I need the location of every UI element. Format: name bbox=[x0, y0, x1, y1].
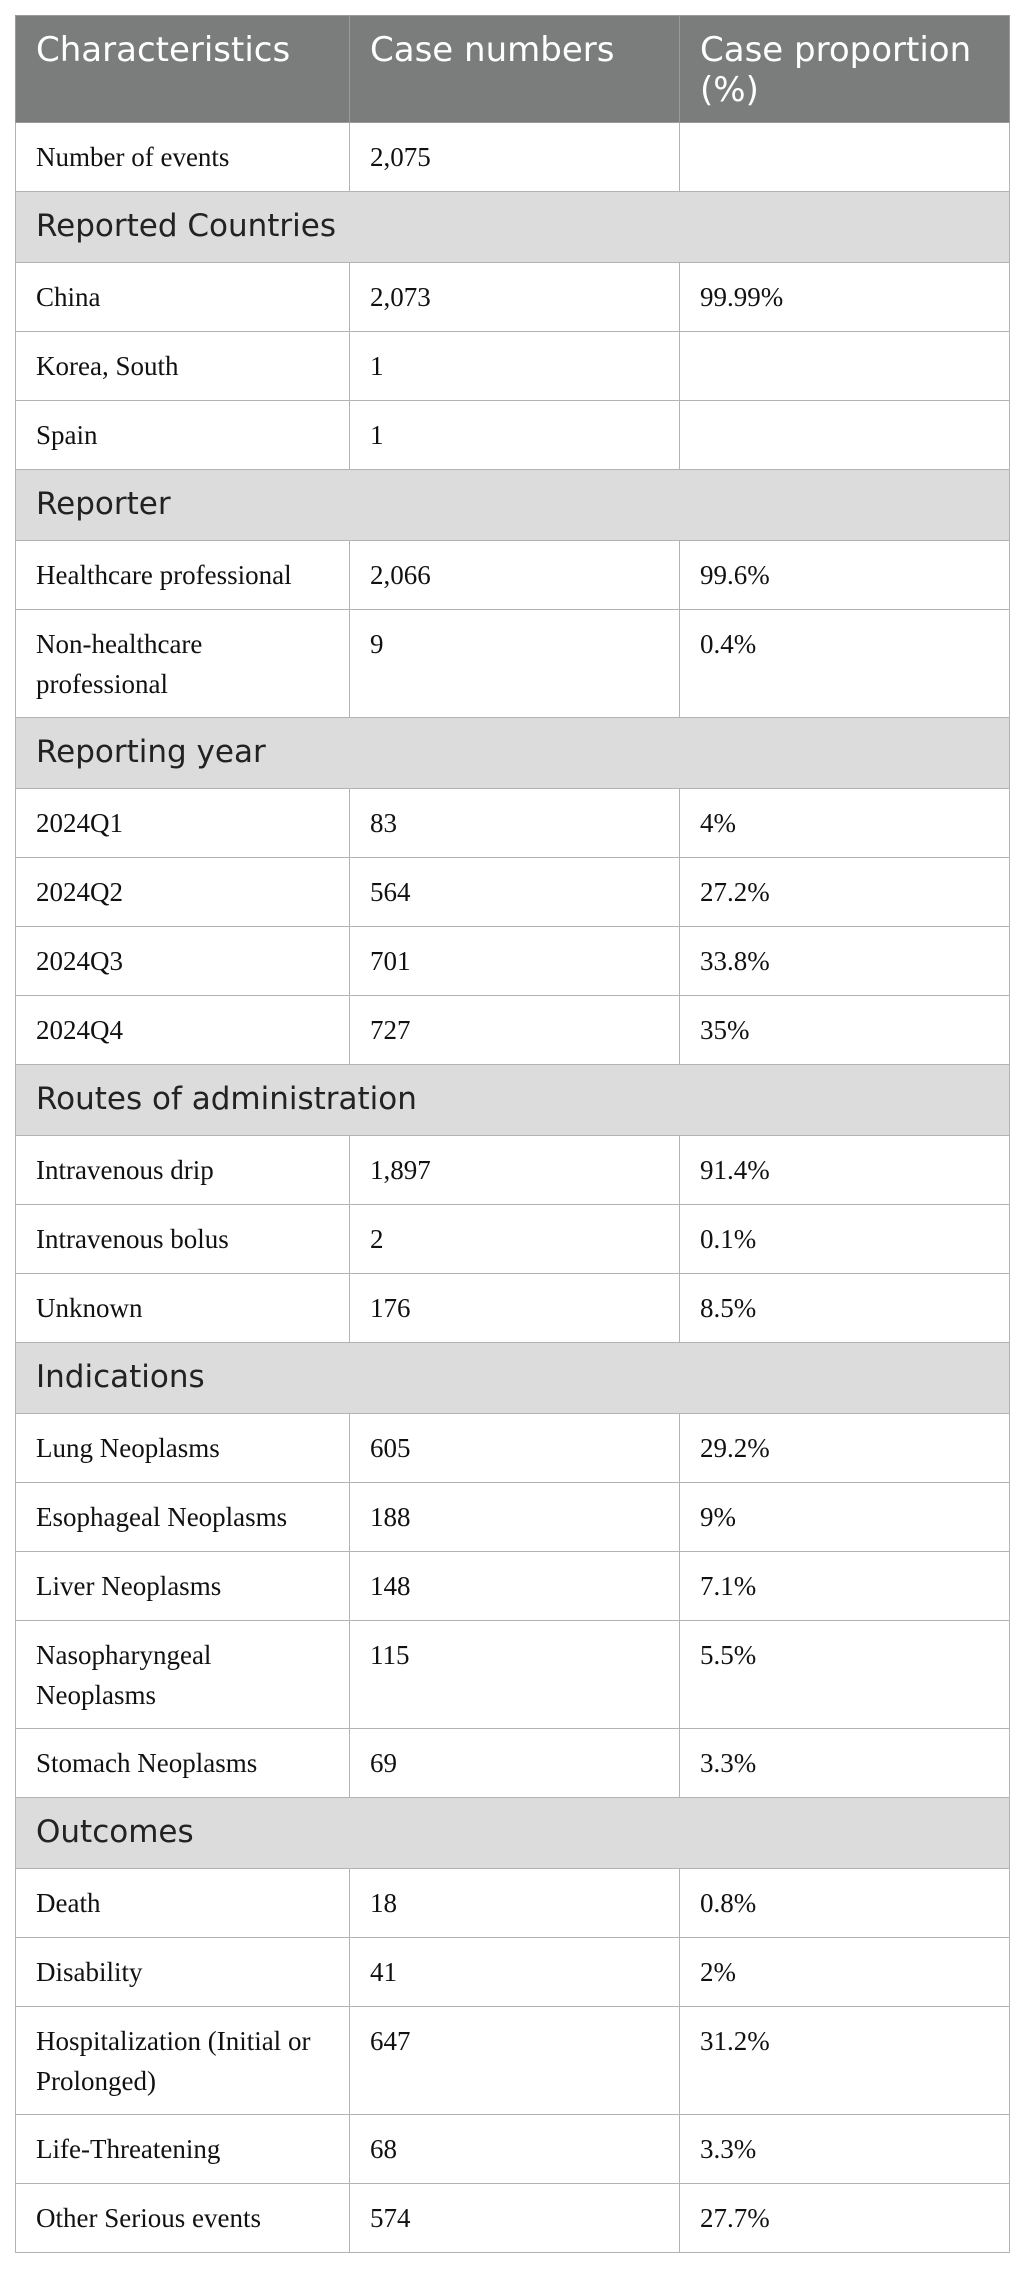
cell-case-proportion: 8.5% bbox=[680, 1274, 1010, 1343]
table-row bbox=[16, 541, 1010, 610]
characteristics-table bbox=[15, 15, 1010, 2253]
cell-case-proportion: 2% bbox=[680, 1938, 1010, 2007]
cell-case-number: 701 bbox=[350, 927, 680, 996]
cell-case-number: 727 bbox=[350, 996, 680, 1065]
cell-case-proportion: 4% bbox=[680, 789, 1010, 858]
cell-case-number: 9 bbox=[350, 610, 680, 718]
section-title: Reporting year bbox=[16, 718, 1010, 789]
table-row bbox=[16, 1621, 1010, 1729]
section-row bbox=[16, 470, 1010, 541]
header-case-proportion: Case proportion (%) bbox=[680, 16, 1010, 123]
table-row bbox=[16, 1869, 1010, 1938]
section-row bbox=[16, 1343, 1010, 1414]
table-row bbox=[16, 1552, 1010, 1621]
table-row bbox=[16, 2007, 1010, 2115]
table-row bbox=[16, 789, 1010, 858]
table-row bbox=[16, 1274, 1010, 1343]
cell-case-number: 2,066 bbox=[350, 541, 680, 610]
cell-case-proportion: 27.2% bbox=[680, 858, 1010, 927]
cell-characteristic: Korea, South bbox=[16, 332, 350, 401]
cell-case-proportion: 7.1% bbox=[680, 1552, 1010, 1621]
cell-case-number: 2 bbox=[350, 1205, 680, 1274]
cell-case-proportion: 99.6% bbox=[680, 541, 1010, 610]
table-row bbox=[16, 1205, 1010, 1274]
table-row bbox=[16, 1136, 1010, 1205]
section-title: Reporter bbox=[16, 470, 1010, 541]
cell-characteristic: Unknown bbox=[16, 1274, 350, 1343]
section-title: Outcomes bbox=[16, 1798, 1010, 1869]
header-case-numbers: Case numbers bbox=[350, 16, 680, 123]
cell-case-number: 564 bbox=[350, 858, 680, 927]
cell-case-number: 41 bbox=[350, 1938, 680, 2007]
section-title: Routes of administration bbox=[16, 1065, 1010, 1136]
cell-case-proportion: 99.99% bbox=[680, 263, 1010, 332]
table-row bbox=[16, 858, 1010, 927]
cell-case-number: 69 bbox=[350, 1729, 680, 1798]
cell-case-number: 605 bbox=[350, 1414, 680, 1483]
cell-case-number: 574 bbox=[350, 2184, 680, 2253]
cell-characteristic: 2024Q3 bbox=[16, 927, 350, 996]
cell-characteristic: Stomach Neoplasms bbox=[16, 1729, 350, 1798]
table-row bbox=[16, 332, 1010, 401]
cell-characteristic: 2024Q2 bbox=[16, 858, 350, 927]
table-row bbox=[16, 996, 1010, 1065]
table-row bbox=[16, 1729, 1010, 1798]
cell-characteristic: Lung Neoplasms bbox=[16, 1414, 350, 1483]
cell-case-number: 176 bbox=[350, 1274, 680, 1343]
table-row bbox=[16, 2115, 1010, 2184]
table-row bbox=[16, 2184, 1010, 2253]
section-row bbox=[16, 192, 1010, 263]
cell-case-number: 647 bbox=[350, 2007, 680, 2115]
table-body bbox=[16, 123, 1010, 2253]
cell-characteristic: Intravenous drip bbox=[16, 1136, 350, 1205]
cell-characteristic: 2024Q4 bbox=[16, 996, 350, 1065]
cell-case-number: 18 bbox=[350, 1869, 680, 1938]
cell-characteristic: Hospitalization (Initial or Prolonged) bbox=[16, 2007, 350, 2115]
table-row bbox=[16, 263, 1010, 332]
table-row bbox=[16, 401, 1010, 470]
cell-characteristic: 2024Q1 bbox=[16, 789, 350, 858]
cell-case-number: 188 bbox=[350, 1483, 680, 1552]
cell-characteristic: Healthcare professional bbox=[16, 541, 350, 610]
cell-case-number: 2,075 bbox=[350, 123, 680, 192]
table-row bbox=[16, 123, 1010, 192]
cell-case-number: 115 bbox=[350, 1621, 680, 1729]
cell-case-proportion: 91.4% bbox=[680, 1136, 1010, 1205]
section-row bbox=[16, 718, 1010, 789]
cell-case-number: 1 bbox=[350, 332, 680, 401]
cell-characteristic: Other Serious events bbox=[16, 2184, 350, 2253]
cell-case-proportion bbox=[680, 401, 1010, 470]
section-row bbox=[16, 1798, 1010, 1869]
cell-case-proportion: 29.2% bbox=[680, 1414, 1010, 1483]
cell-case-proportion: 5.5% bbox=[680, 1621, 1010, 1729]
cell-characteristic: Death bbox=[16, 1869, 350, 1938]
section-title: Reported Countries bbox=[16, 192, 1010, 263]
cell-case-number: 2,073 bbox=[350, 263, 680, 332]
cell-case-proportion: 0.1% bbox=[680, 1205, 1010, 1274]
cell-case-number: 83 bbox=[350, 789, 680, 858]
table-header-row bbox=[16, 16, 1010, 123]
cell-case-proportion bbox=[680, 123, 1010, 192]
cell-case-number: 148 bbox=[350, 1552, 680, 1621]
cell-case-number: 68 bbox=[350, 2115, 680, 2184]
table-row bbox=[16, 1938, 1010, 2007]
table-row bbox=[16, 1414, 1010, 1483]
cell-case-proportion bbox=[680, 332, 1010, 401]
table-row bbox=[16, 927, 1010, 996]
cell-characteristic: Life-Threatening bbox=[16, 2115, 350, 2184]
cell-characteristic: China bbox=[16, 263, 350, 332]
cell-case-proportion: 3.3% bbox=[680, 2115, 1010, 2184]
cell-characteristic: Non-healthcare professional bbox=[16, 610, 350, 718]
table-row bbox=[16, 610, 1010, 718]
cell-characteristic: Disability bbox=[16, 1938, 350, 2007]
cell-characteristic: Intravenous bolus bbox=[16, 1205, 350, 1274]
cell-case-proportion: 0.4% bbox=[680, 610, 1010, 718]
cell-case-proportion: 35% bbox=[680, 996, 1010, 1065]
cell-case-proportion: 3.3% bbox=[680, 1729, 1010, 1798]
cell-case-number: 1,897 bbox=[350, 1136, 680, 1205]
section-title: Indications bbox=[16, 1343, 1010, 1414]
cell-characteristic: Number of events bbox=[16, 123, 350, 192]
cell-characteristic: Nasopharyngeal Neoplasms bbox=[16, 1621, 350, 1729]
cell-case-proportion: 33.8% bbox=[680, 927, 1010, 996]
cell-case-number: 1 bbox=[350, 401, 680, 470]
cell-characteristic: Spain bbox=[16, 401, 350, 470]
cell-case-proportion: 9% bbox=[680, 1483, 1010, 1552]
cell-characteristic: Liver Neoplasms bbox=[16, 1552, 350, 1621]
cell-characteristic: Esophageal Neoplasms bbox=[16, 1483, 350, 1552]
section-row bbox=[16, 1065, 1010, 1136]
header-characteristics: Characteristics bbox=[16, 16, 350, 123]
cell-case-proportion: 0.8% bbox=[680, 1869, 1010, 1938]
cell-case-proportion: 27.7% bbox=[680, 2184, 1010, 2253]
cell-case-proportion: 31.2% bbox=[680, 2007, 1010, 2115]
table-row bbox=[16, 1483, 1010, 1552]
